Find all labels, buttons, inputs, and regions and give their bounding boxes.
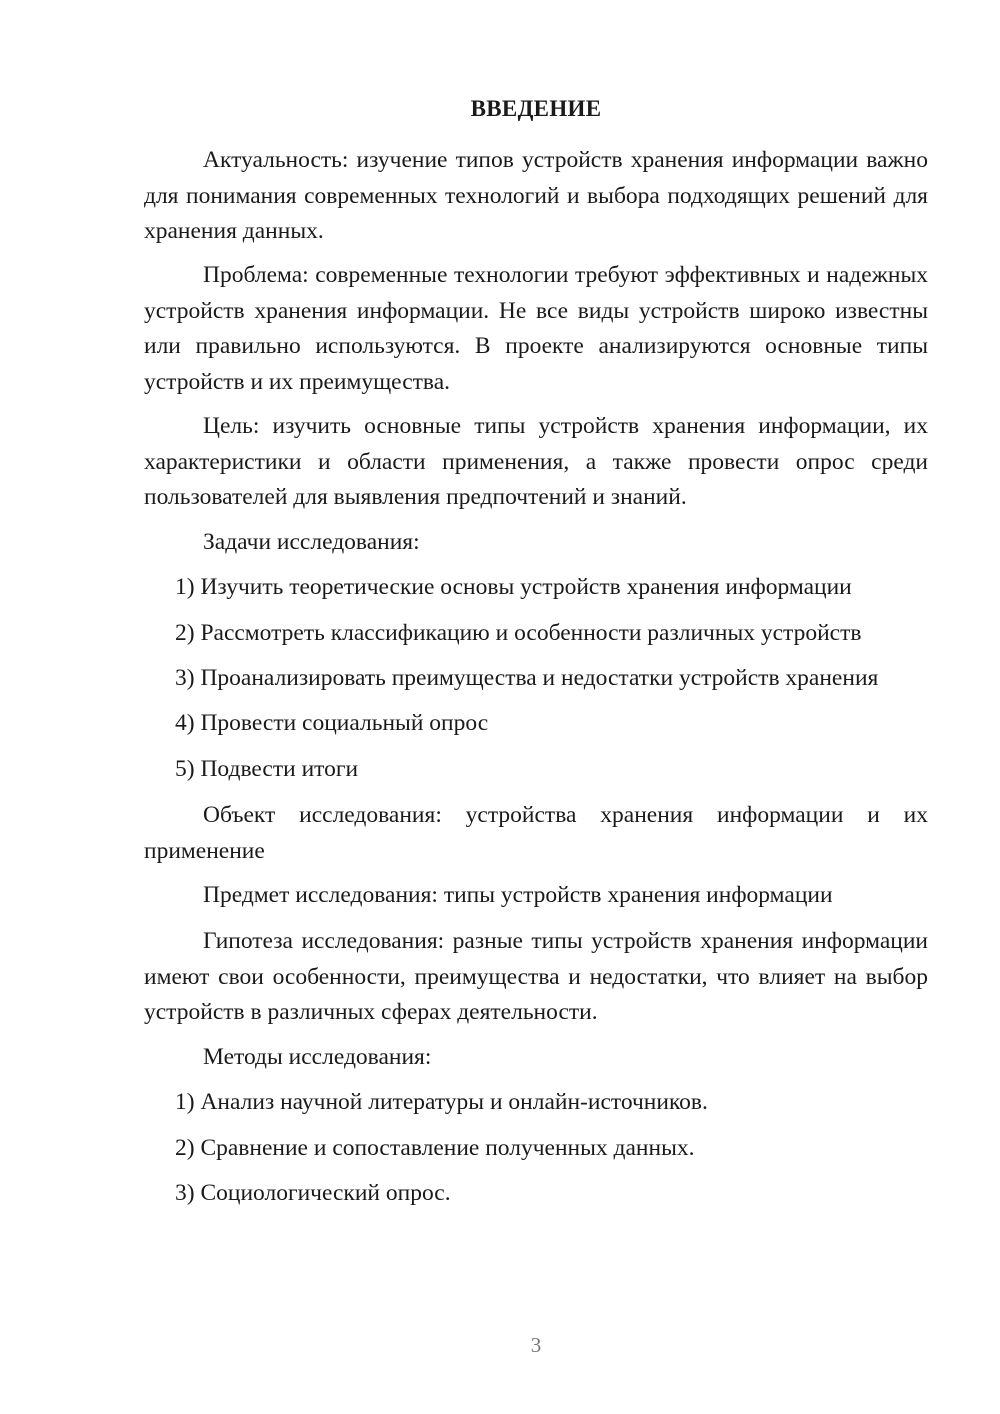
list-item: 3) Социологический опрос. — [175, 1180, 451, 1206]
methods-heading: Методы исследования: — [203, 1044, 432, 1070]
methods-heading-block — [144, 1040, 928, 1076]
object-paragraph: Объект исследования: устройства хранения информации и их применение — [144, 802, 928, 864]
tasks-item-1-block — [144, 570, 928, 606]
tasks-item-3-block — [144, 661, 928, 697]
list-item: 2) Сравнение и сопоставление полученных данных. — [175, 1135, 695, 1161]
tasks-heading: Задачи исследования: — [203, 529, 420, 555]
problem-paragraph: Проблема: современные технологии требуют эффективных и надежных устройств хранения информации. Не все виды устройств широко известны или правильно используются. В проекте анализируются основные типы устройств и их преимущества. — [144, 262, 928, 395]
list-item: 3) Проанализировать преимущества и недостатки устройств хранения — [175, 665, 879, 691]
list-item: 2) Рассмотреть классификацию и особенности различных устройств — [175, 620, 862, 646]
methods-item-1-block — [144, 1085, 928, 1121]
hypothesis-block — [144, 924, 928, 1031]
list-item: 1) Анализ научной литературы и онлайн-источников. — [175, 1089, 708, 1115]
page-number: 3 — [530, 1333, 542, 1357]
tasks-item-5-block — [144, 752, 928, 788]
methods-item-3-block — [144, 1176, 928, 1212]
tasks-item-4-block — [144, 706, 928, 742]
subject-paragraph: Предмет исследования: типы устройств хранения информации — [203, 882, 833, 908]
methods-item-2-block — [144, 1131, 928, 1167]
problem-block — [144, 258, 928, 400]
goal-paragraph: Цель: изучить основные типы устройств хранения информации, их характеристики и области применения, а также провести опрос среди пользователей для выявления предпочтений и знаний. — [144, 413, 928, 510]
subject-block — [144, 878, 928, 914]
tasks-heading-block — [144, 525, 928, 561]
hypothesis-paragraph: Гипотеза исследования: разные типы устройств хранения информации имеют свои особенности, преимущества и недостатки, что влияет на выбор устройств в различных сферах деятельности. — [144, 928, 928, 1025]
goal-block — [144, 409, 928, 516]
relevance-paragraph: Актуальность: изучение типов устройств хранения информации важно для понимания современных технологий и выбора подходящих решений для хранения данных. — [144, 147, 928, 244]
list-item: 1) Изучить теоретические основы устройств хранения информации — [175, 574, 852, 600]
relevance-block — [144, 143, 928, 250]
object-block — [144, 798, 928, 869]
tasks-item-2-block — [144, 616, 928, 652]
list-item: 5) Подвести итоги — [175, 756, 359, 782]
page-title: ВВЕДЕНИЕ — [470, 96, 602, 121]
list-item: 4) Провести социальный опрос — [175, 710, 489, 736]
